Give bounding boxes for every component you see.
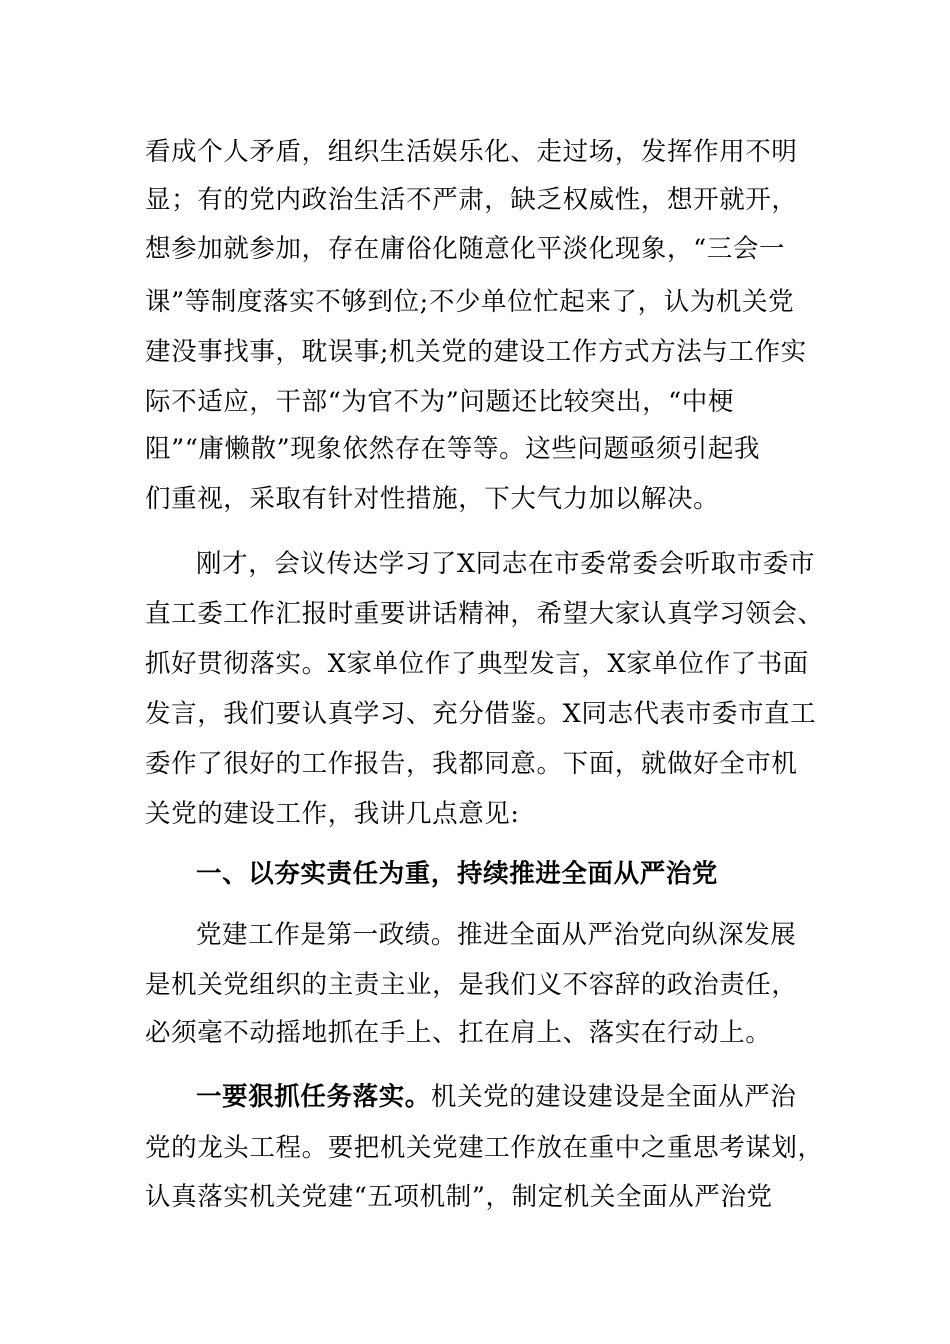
paragraph-2-line-6: 关党的建设工作，我讲几点意见:: [145, 799, 520, 829]
paragraph-4-first-line-text: 机关党的建设建设是全面从严治: [430, 1082, 797, 1112]
paragraph-4-line-2: 党的龙头工程。要把机关党建工作放在重中之重思考谋划，: [145, 1133, 824, 1163]
paragraph-1-line-3: 想参加就参加，存在庸俗化随意化平淡化现象，“三会一: [145, 234, 786, 264]
paragraph-3-line-3: 必须毫不动摇地抓在手上、扛在肩上、落实在行动上。: [145, 1018, 772, 1048]
paragraph-4-line-3: 认真落实机关党建“五项机制”，制定机关全面从严治党: [145, 1182, 773, 1212]
paragraph-4-line-1: [196, 1080, 826, 1114]
paragraph-1-line-2: 显；有的党内政治生活不严肃，缺乏权威性，想开就开，: [145, 185, 798, 215]
paragraph-1-line-5: 建没事找事，耽误事;机关党的建设工作方式方法与工作实: [145, 337, 807, 367]
paragraph-1-line-7: 阻”“庸懒散”现象依然存在等等。这些问题亟须引起我: [145, 434, 761, 464]
paragraph-2-line-2: 直工委工作汇报时重要讲话精神，希望大家认真学习领会、: [145, 599, 824, 629]
section-heading-1: 一、以夯实责任为重，持续推进全面从严治党: [196, 859, 719, 889]
paragraph-1-line-4: 课”等制度落实不够到位;不少单位忙起来了，认为机关党: [145, 287, 795, 317]
paragraph-4-lead: 一要狠抓任务落实。: [196, 1082, 431, 1112]
paragraph-2-line-1: 刚才，会议传达学习了X同志在市委常委会听取市委市: [196, 549, 816, 579]
paragraph-1-line-1: 看成个人矛盾，组织生活娱乐化、走过场，发挥作用不明: [145, 137, 798, 167]
paragraph-2-line-3: 抓好贯彻落实。X家单位作了典型发言，X家单位作了书面: [145, 649, 809, 679]
paragraph-2-line-5: 委作了很好的工作报告，我都同意。下面，就做好全市机: [145, 749, 798, 779]
paragraph-1-line-6: 际不适应，干部“为官不为”问题还比较突出，“中梗: [145, 387, 735, 417]
paragraph-1-line-8: 们重视，采取有针对性措施，下大气力加以解决。: [145, 484, 720, 514]
paragraph-3-line-2: 是机关党组织的主责主业，是我们义不容辞的政治责任，: [145, 970, 798, 1000]
paragraph-3-line-1: 党建工作是第一政绩。推进全面从严治党向纵深发展: [196, 920, 797, 950]
paragraph-2-line-4: 发言，我们要认真学习、充分借鉴。X同志代表市委市直工: [145, 699, 817, 729]
